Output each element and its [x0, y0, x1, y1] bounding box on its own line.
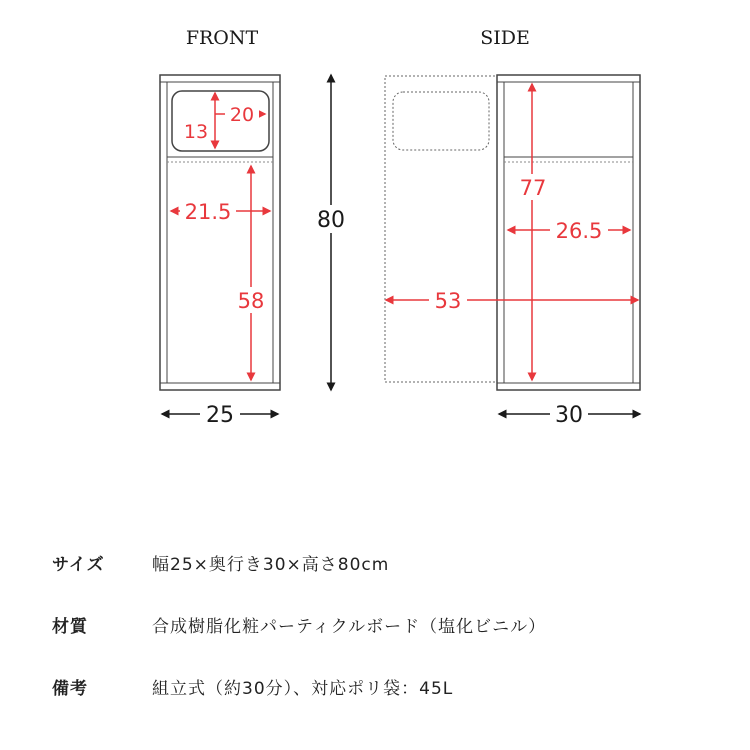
side-width-label: 30 [555, 403, 583, 428]
spec-value: 組立式（約30分）、対応ポリ袋：45L [152, 678, 454, 699]
front-inner-width-label: 21.5 [184, 200, 232, 224]
spec-label: サイズ [52, 554, 105, 575]
front-window-width-label: 20 [229, 104, 255, 126]
spec-value: 幅25×奥行き30×高さ80cm [152, 554, 390, 575]
side-inner-depth-label: 26.5 [555, 219, 603, 243]
front-width-label: 25 [206, 403, 234, 428]
overall-height-label: 80 [317, 208, 345, 233]
spec-value: 合成樹脂化粧パーティクルボード（塩化ビニル） [152, 616, 547, 637]
side-open-depth-label: 53 [434, 289, 462, 313]
front-inner-height-label: 58 [237, 289, 265, 313]
side-view-title: SIDE [480, 27, 530, 49]
front-window-height-label: 13 [183, 121, 209, 143]
side-inner-height-label: 77 [519, 176, 547, 200]
spec-row-size [52, 548, 712, 576]
spec-label: 材質 [52, 616, 88, 637]
spec-row-notes [52, 672, 712, 700]
front-view-title: FRONT [185, 27, 259, 49]
front-view-cabinet [160, 75, 280, 390]
side-view-open-door [385, 76, 497, 382]
spec-label: 備考 [52, 678, 88, 699]
spec-table [52, 548, 712, 734]
spec-row-material [52, 610, 712, 638]
